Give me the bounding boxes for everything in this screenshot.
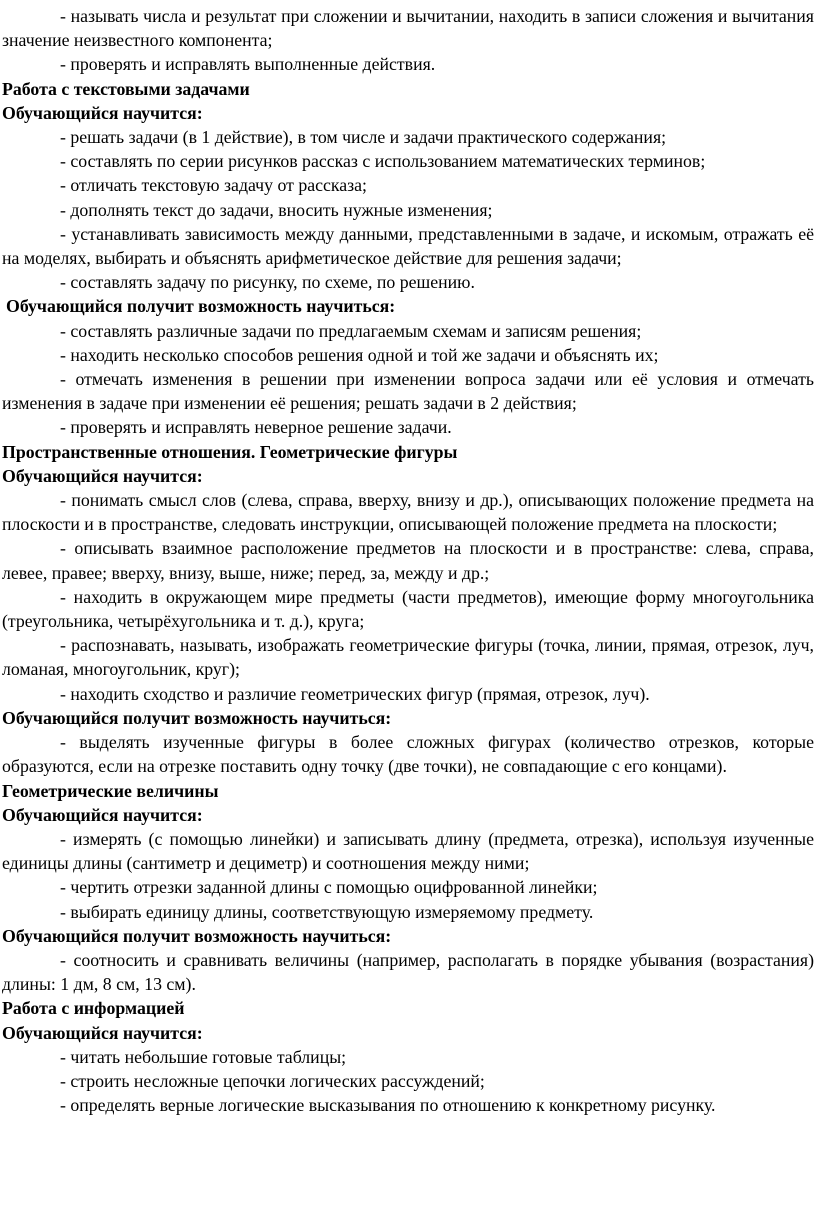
section-heading: Работа с информацией xyxy=(2,998,185,1019)
section-heading: Пространственные отношения. Геометрические фигуры xyxy=(2,441,458,462)
list-item-paragraph: - выделять изученные фигуры в более сложных фигурах (количество отрезков, которые образуются, если на отрезке поставить одну точку (две точки), не совпадающие с его концами). xyxy=(2,732,814,777)
section-heading: Обучающийся научится: xyxy=(2,1022,203,1043)
list-item-paragraph: - читать небольшие готовые таблицы; xyxy=(60,1046,347,1067)
list-item-paragraph: - проверять и исправлять неверное решение задачи. xyxy=(60,417,452,438)
list-item-paragraph: - устанавливать зависимость между данными, представленными в задаче, и искомым, отражать её на моделях, выбирать и объяснять арифметическое действие для решения задачи; xyxy=(2,223,814,269)
list-item-paragraph: - измерять (с помощью линейки) и записывать длину (предмета, отрезка), используя изученные единицы длины (сантиметр и дециметр) и соотношения между ними; xyxy=(2,828,814,874)
section-heading: Обучающийся научится: xyxy=(2,465,203,486)
list-item-paragraph: - определять верные логические высказывания по отношению к конкретному рисунку. xyxy=(60,1095,716,1116)
list-item-paragraph: - распознавать, называть, изображать геометрические фигуры (точка, линии, прямая, отрезок, луч, ломаная, многоугольник, круг); xyxy=(2,635,814,680)
list-item-paragraph: - составлять по серии рисунков рассказ с использованием математических терминов; xyxy=(60,151,706,172)
list-item-paragraph: - решать задачи (в 1 действие), в том числе и задачи практического содержания; xyxy=(60,127,667,148)
list-item-paragraph: - составлять задачу по рисунку, по схеме, по решению. xyxy=(60,272,475,293)
section-heading: Обучающийся получит возможность научиться: xyxy=(6,296,396,317)
list-item-paragraph: - составлять различные задачи по предлагаемым схемам и записям решения; xyxy=(60,320,642,341)
list-item-paragraph: - понимать смысл слов (слева, справа, вверху, внизу и др.), описывающих положение предмета на плоскости и в пространстве, следовать инструкции, описывающей положение предмета на плоскости; xyxy=(2,490,814,535)
section-heading: Обучающийся научится: xyxy=(2,804,203,825)
list-item-paragraph: - выбирать единицу длины, соответствующую измеряемому предмету. xyxy=(60,901,594,922)
list-item-paragraph: - находить несколько способов решения одной и той же задачи и объяснять их; xyxy=(60,344,659,365)
section-heading: Работа с текстовыми задачами xyxy=(2,78,250,99)
list-item-paragraph: - находить сходство и различие геометрических фигур (прямая, отрезок, луч). xyxy=(60,683,650,704)
section-heading: Обучающийся получит возможность научиться: xyxy=(2,707,392,728)
section-heading: Обучающийся научится: xyxy=(2,102,203,123)
section-heading: Геометрические величины xyxy=(2,780,219,801)
list-item-paragraph: - отличать текстовую задачу от рассказа; xyxy=(60,175,368,196)
list-item-paragraph: - называть числа и результат при сложении и вычитании, находить в записи сложения и вычитания значение неизвестного компонента; xyxy=(2,6,814,51)
list-item-paragraph: - отмечать изменения в решении при изменении вопроса задачи или её условия и отмечать изменения в задаче при изменении её решения; решать задачи в 2 действия; xyxy=(2,369,814,414)
list-item-paragraph: - чертить отрезки заданной длины с помощью оцифрованной линейки; xyxy=(60,877,598,898)
list-item-paragraph: - соотносить и сравнивать величины (например, располагать в порядке убывания (возрастания) длины: 1 дм, 8 см, 13 см). xyxy=(2,949,814,995)
list-item-paragraph: - находить в окружающем мире предметы (части предметов), имеющие форму многоугольника (треугольника, четырёхугольника и т. д.), круга; xyxy=(2,586,814,632)
list-item-paragraph: - описывать взаимное расположение предметов на плоскости и в пространстве: слева, справа, левее, правее; вверху, внизу, выше, ниже; перед, за, между и др.; xyxy=(2,538,814,583)
section-heading: Обучающийся получит возможность научиться: xyxy=(2,925,392,946)
list-item-paragraph: - дополнять текст до задачи, вносить нужные изменения; xyxy=(60,199,493,220)
list-item-paragraph: - строить несложные цепочки логических рассуждений; xyxy=(60,1070,485,1091)
list-item-paragraph: - проверять и исправлять выполненные действия. xyxy=(60,54,436,75)
